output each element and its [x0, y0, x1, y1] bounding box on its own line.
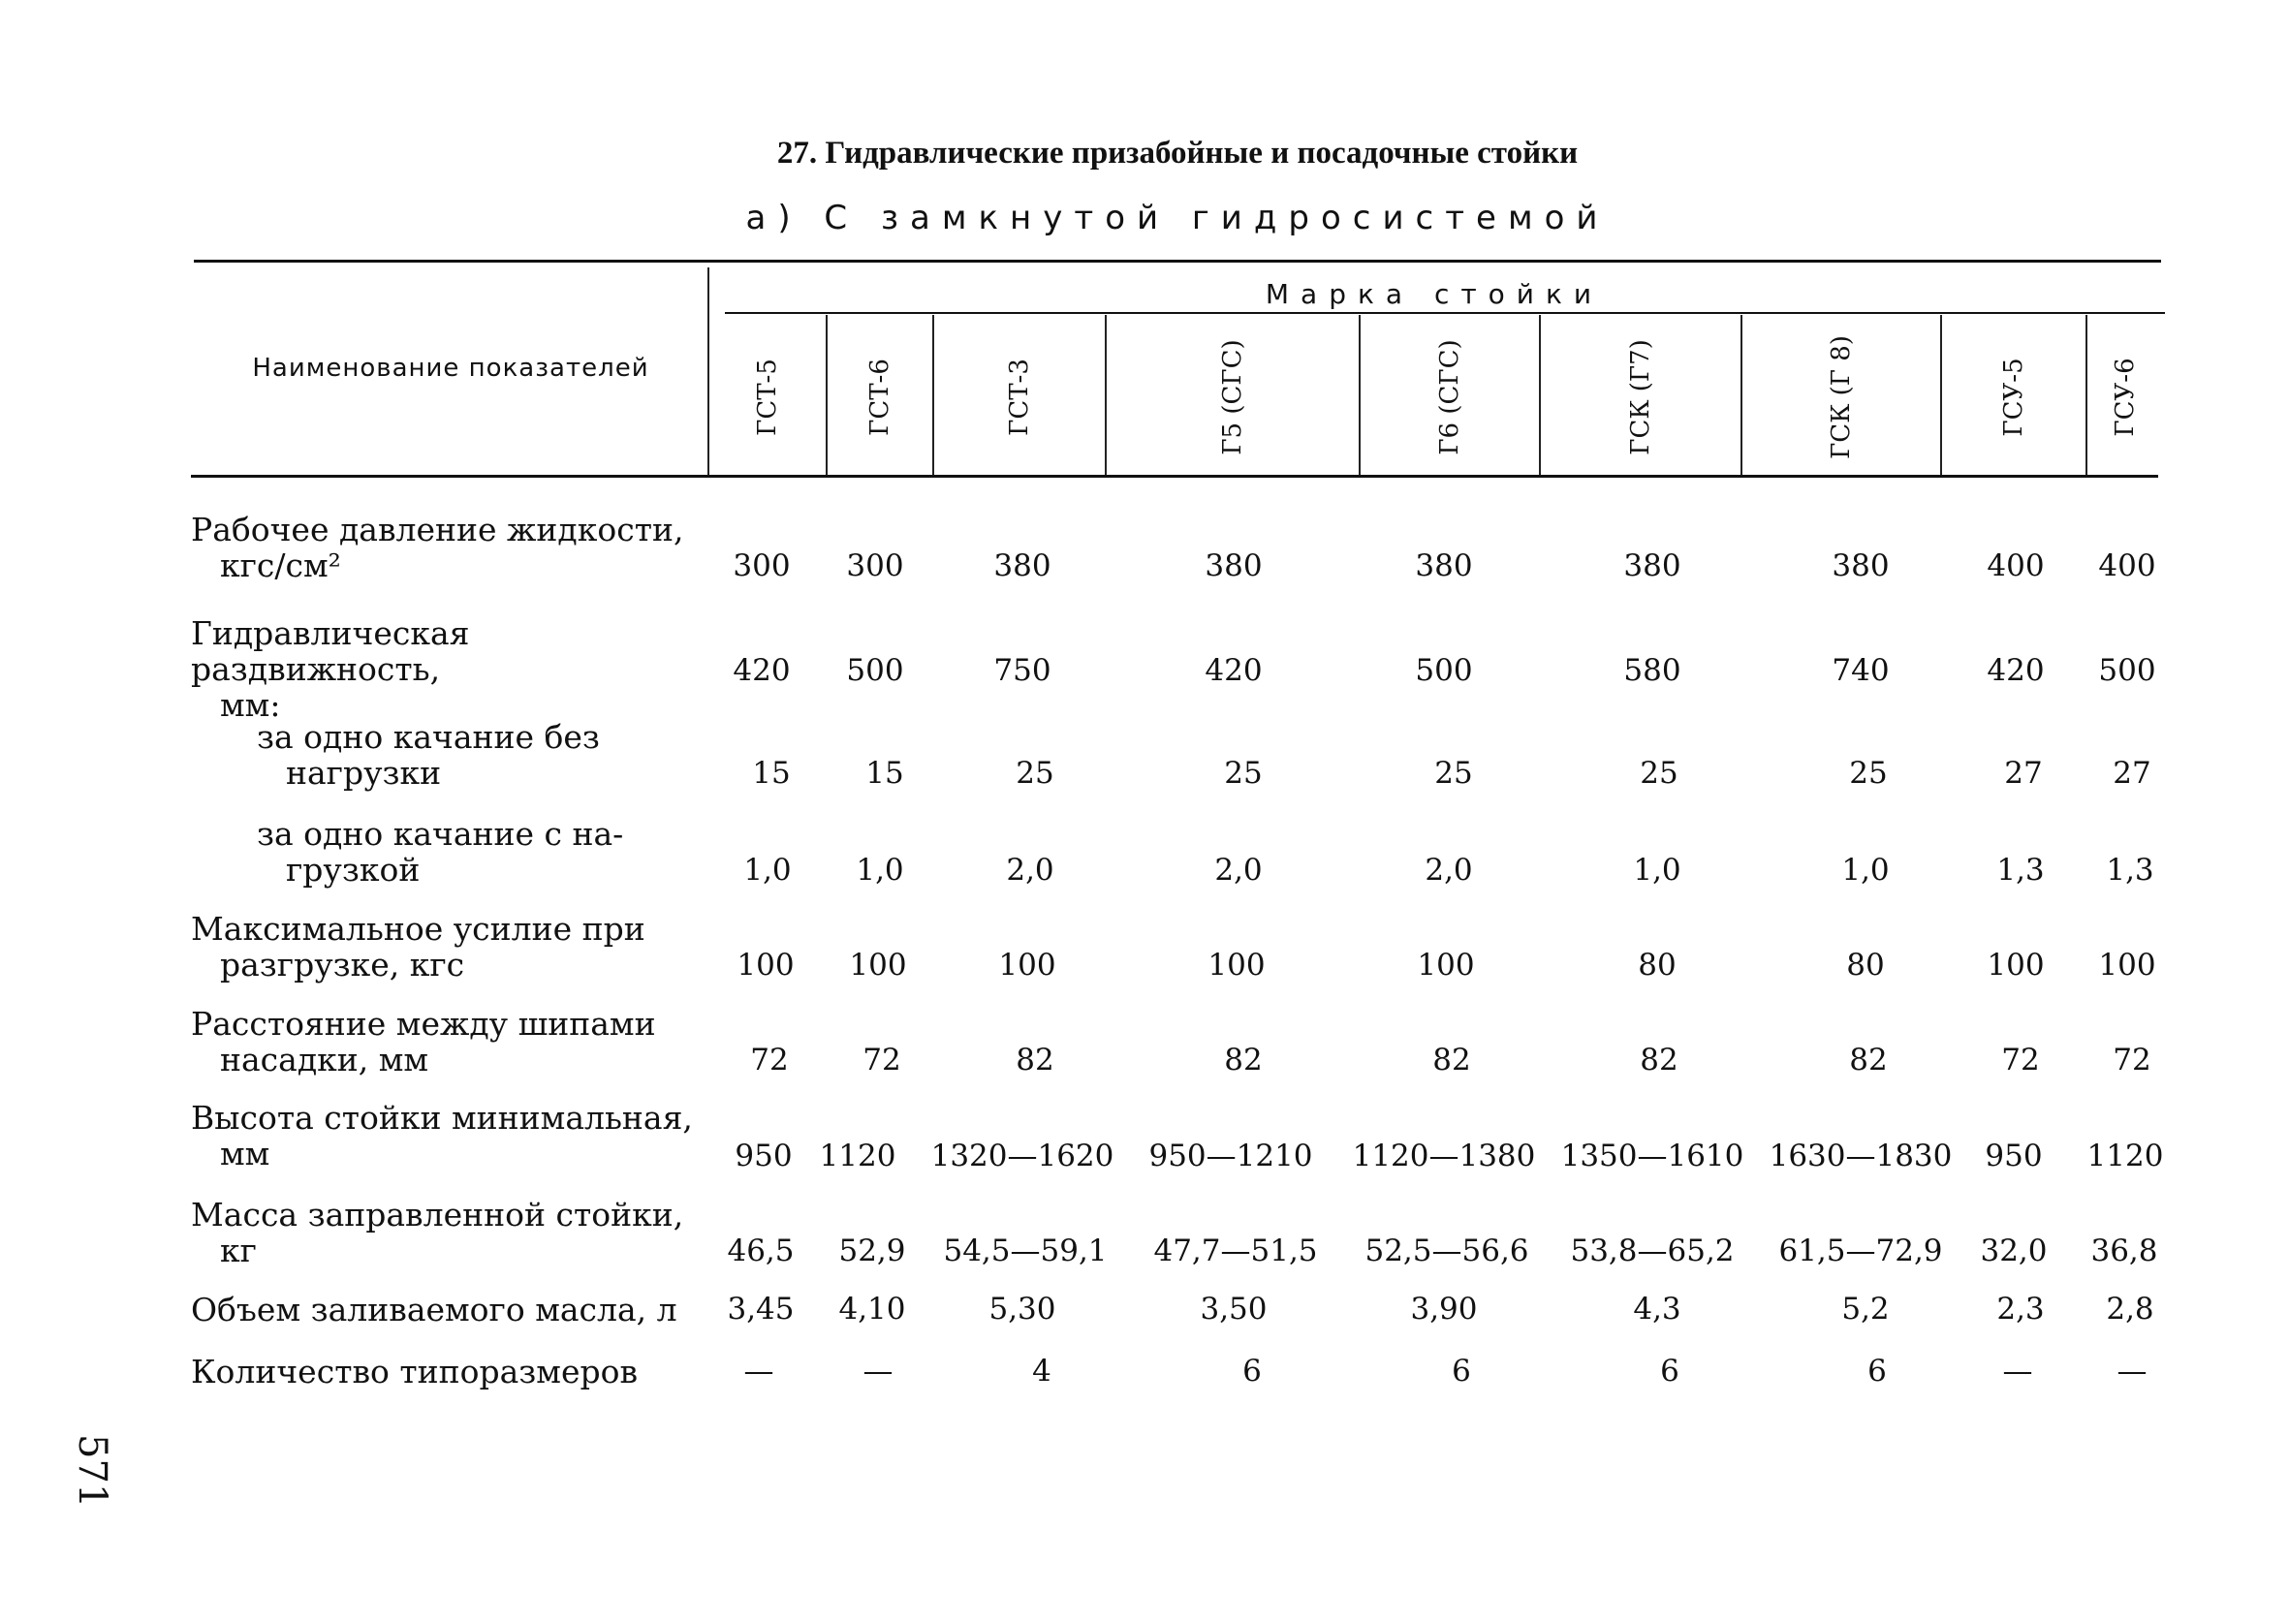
table-cell: 82	[1640, 1043, 1678, 1077]
table-cell: 27	[2004, 756, 2043, 791]
table-cell: 25	[1849, 756, 1888, 791]
table-cell: 15	[752, 756, 791, 791]
table-cell: 6	[1242, 1354, 1262, 1389]
column-header: Г6 (СГС)	[1434, 339, 1464, 455]
table-cell: 1,0	[856, 853, 904, 888]
table-cell: 1,3	[1996, 853, 2045, 888]
table-cell: 46,5	[727, 1234, 795, 1268]
table-cell: 52,5—56,6	[1364, 1234, 1529, 1268]
table-cell: 400	[1987, 548, 2045, 583]
table-cell: 500	[1415, 653, 1473, 688]
table-cell: 3,50	[1200, 1292, 1268, 1327]
table-cell: 5,2	[1841, 1292, 1890, 1327]
table-cell: 100	[1207, 948, 1266, 983]
column-header: ГСУ-5	[1998, 358, 2028, 437]
table-cell: 82	[1432, 1043, 1471, 1077]
table-cell: 25	[1640, 756, 1678, 791]
table-cell: 580	[1623, 653, 1681, 688]
table-cell: 4,10	[838, 1292, 906, 1327]
table-cell: 2,0	[1214, 853, 1263, 888]
table-cell: 54,5—59,1	[943, 1234, 1108, 1268]
table-cell: 72	[2113, 1043, 2151, 1077]
table-cell: 1,0	[1841, 853, 1890, 888]
header-bottom-rule	[191, 475, 2158, 478]
brand-group-header: Марка стойки	[1265, 278, 1604, 310]
table-cell: 100	[998, 948, 1056, 983]
table-cell: 1,0	[1633, 853, 1681, 888]
table-cell: 15	[865, 756, 904, 791]
table-cell: 1,3	[2106, 853, 2154, 888]
table-cell: 420	[1987, 653, 2045, 688]
table-cell: 380	[1205, 548, 1263, 583]
table-cell: 25	[1224, 756, 1263, 791]
table-cell: —	[862, 1354, 894, 1389]
table-cell: 80	[1846, 948, 1885, 983]
table-cell: 32,0	[1980, 1234, 2048, 1268]
table-title: 27. Гидравлические призабойные и посадочные стойки	[776, 136, 1579, 171]
table-cell: 380	[993, 548, 1051, 583]
row-label-spike-distance: Расстояние между шипами насадки, мм	[191, 1005, 656, 1078]
row-label-filled-mass: Масса заправленной стойки, кг	[191, 1196, 684, 1269]
table-cell: 53,8—65,2	[1570, 1234, 1735, 1268]
table-cell: 25	[1434, 756, 1473, 791]
row-label-working-pressure: Рабочее давление жидкости, кгс/см²	[191, 511, 684, 584]
table-cell: 1120	[819, 1139, 896, 1173]
page-number: 571	[70, 1434, 114, 1509]
column-header: ГСТ-3	[1004, 359, 1034, 436]
group-rule	[725, 312, 2165, 314]
table-cell: 500	[846, 653, 904, 688]
table-cell: 380	[1415, 548, 1473, 583]
row-label-per-stroke-with-load: за одно качание с на- грузкой	[257, 815, 624, 889]
table-cell: 380	[1832, 548, 1890, 583]
table-cell: 6	[1452, 1354, 1471, 1389]
table-cell: 1320—1620	[930, 1139, 1114, 1173]
table-cell: 82	[1849, 1043, 1888, 1077]
column-header: ГСТ-5	[753, 359, 782, 436]
table-cell: 950—1210	[1148, 1139, 1313, 1173]
table-cell: 750	[993, 653, 1051, 688]
table-cell: 72	[2001, 1043, 2040, 1077]
column-header: ГСТ-6	[864, 359, 894, 436]
table-cell: 72	[862, 1043, 901, 1077]
table-cell: 4,3	[1633, 1292, 1681, 1327]
table-cell: 2,8	[2106, 1292, 2154, 1327]
table-cell: 420	[733, 653, 791, 688]
table-cell: 400	[2098, 548, 2156, 583]
table-cell: 100	[1417, 948, 1475, 983]
table-cell: 80	[1638, 948, 1677, 983]
table-cell: 6	[1660, 1354, 1679, 1389]
table-cell: 740	[1832, 653, 1890, 688]
column-header: ГСУ-6	[2111, 358, 2140, 437]
table-cell: 950	[735, 1139, 793, 1173]
table-cell: 2,0	[1425, 853, 1473, 888]
table-cell: 3,45	[727, 1292, 795, 1327]
column-header: ГСК (Г7)	[1625, 339, 1655, 455]
table-cell: 3,90	[1410, 1292, 1478, 1327]
table-cell: 420	[1205, 653, 1263, 688]
table-cell: 100	[737, 948, 795, 983]
table-cell: —	[2002, 1354, 2033, 1389]
table-cell: 36,8	[2090, 1234, 2158, 1268]
table-cell: —	[2117, 1354, 2148, 1389]
table-cell: 82	[1224, 1043, 1263, 1077]
table-cell: 4	[1032, 1354, 1051, 1389]
table-cell: 1630—1830	[1769, 1139, 1953, 1173]
table-cell: 1120—1380	[1352, 1139, 1536, 1173]
table-cell: 2,0	[1006, 853, 1054, 888]
table-cell: 6	[1867, 1354, 1887, 1389]
table-cell: 2,3	[1996, 1292, 2045, 1327]
table-cell: 500	[2098, 653, 2156, 688]
table-cell: 47,7—51,5	[1153, 1234, 1318, 1268]
table-cell: 72	[750, 1043, 789, 1077]
table-cell: 100	[2098, 948, 2156, 983]
table-cell: 950	[1985, 1139, 2043, 1173]
table-cell: 52,9	[838, 1234, 906, 1268]
row-label-min-height: Высота стойки минимальная, мм	[191, 1099, 693, 1172]
name-column-header: Наименование показателей	[252, 354, 649, 383]
table-cell: 100	[849, 948, 907, 983]
row-label-per-stroke-no-load: за одно качание без нагрузки	[257, 718, 600, 792]
table-cell: 82	[1016, 1043, 1054, 1077]
table-cell: 25	[1016, 756, 1054, 791]
table-cell: 1350—1610	[1560, 1139, 1744, 1173]
table-cell: 61,5—72,9	[1778, 1234, 1943, 1268]
table-cell: 1120	[2086, 1139, 2164, 1173]
table-cell: 1,0	[743, 853, 792, 888]
row-label-oil-volume: Объем заливаемого масла, л	[191, 1291, 677, 1328]
column-header: Г5 (СГС)	[1217, 339, 1247, 455]
table-cell: 300	[846, 548, 904, 583]
row-label-max-unload-force: Максимальное усилие при разгрузке, кгс	[191, 910, 645, 984]
table-cell: 100	[1987, 948, 2045, 983]
top-rule	[194, 260, 2161, 263]
table-cell: 27	[2113, 756, 2151, 791]
table-cell: 5,30	[988, 1292, 1056, 1327]
table-cell: 380	[1623, 548, 1681, 583]
table-cell: 300	[733, 548, 791, 583]
row-label-hydraulic-extension: Гидравлическая раздвижность, мм:	[191, 614, 470, 724]
row-label-size-count: Количество типоразмеров	[191, 1353, 639, 1390]
column-header: ГСК (Г 8)	[1826, 335, 1856, 459]
table-cell: —	[743, 1354, 774, 1389]
table-subtitle: а) С замкнутой гидросистемой	[745, 199, 1610, 237]
